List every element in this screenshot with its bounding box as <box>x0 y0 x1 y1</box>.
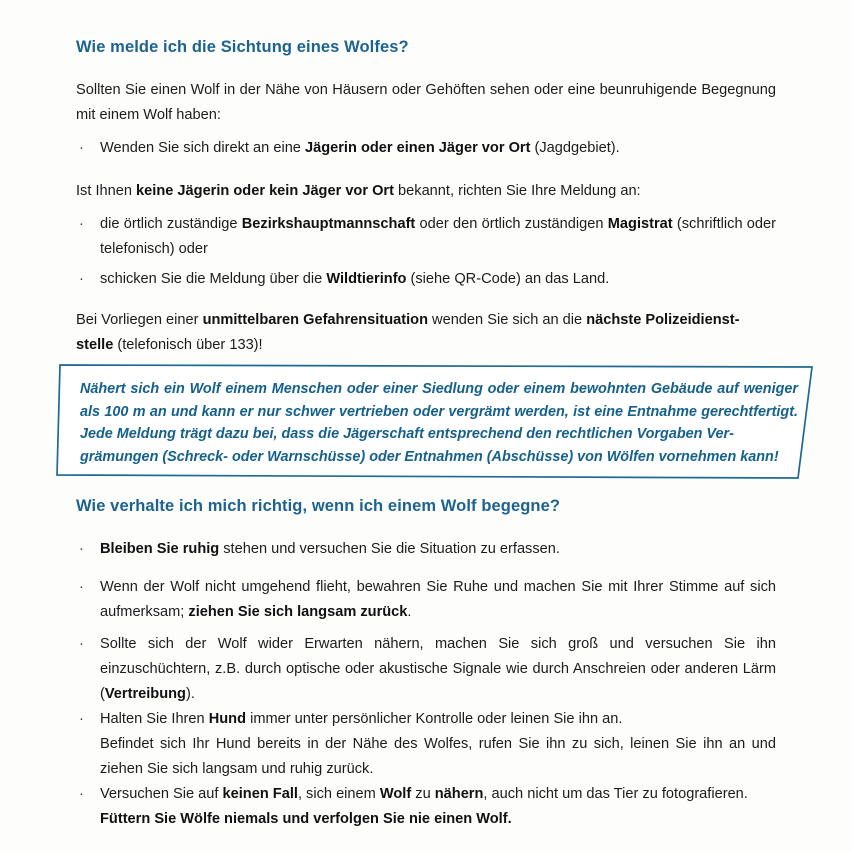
callout-line-2: als 100 m an und kann er nur schwer vertrieben oder vergrämt werden, ist eine Entnahme gerechtfertigt. <box>80 403 798 420</box>
list-item-leash-dog <box>76 707 776 782</box>
s2-bullet-5-bold-4: Füttern Sie Wölfe niemals und verfolgen Sie nie einen Wolf. <box>100 811 512 827</box>
bullet-2-part-1: die örtlich zuständige <box>100 216 242 232</box>
bullet-marker: · <box>79 786 84 802</box>
callout-box-text <box>80 378 798 468</box>
list-item-stay-calm <box>76 537 776 562</box>
callout-line-1: Nähert sich ein Wolf einem Menschen oder einer Siedlung oder einem bewohnten Gebäude auf weniger <box>80 381 798 397</box>
bullet-1-text-part-1: Wenden Sie sich direkt an eine <box>100 140 305 156</box>
section-1-lead-in-paragraph <box>76 179 776 204</box>
bullet-1-text-part-2: (Jagdgebiet). <box>530 140 620 156</box>
bullet-2-part-3: (schriftlich oder telefonisch) oder <box>100 216 777 257</box>
bullet-marker: · <box>79 541 84 557</box>
bullet-3-part-2: (siehe QR-Code) an das Land. <box>406 271 610 287</box>
bullet-marker: · <box>79 140 84 156</box>
callout-line-4: grämungen (Schreck- oder Warnschüsse) oder Entnahmen (Abschüsse) von Wölfen vornehmen kann! <box>80 448 779 465</box>
s2-bullet-4-line-2: Befindet sich Ihr Hund bereits in der Nähe des Wolfes, rufen Sie ihn zu sich, leinen Sie ihn an und ziehen Sie sich langsam und ruhig zurück. <box>100 736 776 777</box>
bullet-marker: · <box>79 216 84 232</box>
s2-bullet-4-bold-1: Hund <box>208 711 247 727</box>
bullet-2-bold-2: Magistrat <box>607 216 673 232</box>
s2-bullet-5-part-1: Versuchen Sie auf <box>100 786 223 802</box>
closing-part-2: wenden Sie sich an die <box>427 312 587 328</box>
closing-bold-3: stelle <box>76 337 114 353</box>
bullet-marker: · <box>79 711 84 727</box>
section-2-heading: Wie verhalte ich mich richtig, wenn ich einem Wolf begegne? <box>76 497 561 515</box>
s2-bullet-5-part-4: , auch nicht um das Tier zu fotografieren. <box>483 786 748 802</box>
s2-bullet-3-part-1: Sollte sich der Wolf wider Erwarten nähern, machen Sie sich groß und versuchen Sie ihn einzuschüchtern, z.B. durch optische oder akustische Signale wie durch Anschreien oder anderen Lärm ( <box>100 636 776 702</box>
list-item-never-approach <box>76 782 776 832</box>
section-1-closing-paragraph <box>76 308 776 358</box>
lead-in-bold-1: keine Jägerin oder kein Jäger vor Ort <box>136 183 394 199</box>
closing-part-1: Bei Vorliegen einer <box>76 312 203 328</box>
s2-bullet-5-part-2: , sich einem <box>297 786 380 802</box>
s2-bullet-1-bold-1: Bleiben Sie ruhig <box>100 541 220 557</box>
s2-bullet-5-bold-1: keinen Fall <box>222 786 298 802</box>
list-item-retreat-slowly <box>76 575 776 625</box>
bullet-2-part-2: oder den örtlich zuständigen <box>415 216 608 232</box>
closing-bold-2: nächste Polizeidienst- <box>586 312 740 328</box>
s2-bullet-3-bold-1: Vertreibung <box>104 686 186 702</box>
closing-part-3: (telefonisch über 133)! <box>113 337 263 353</box>
callout-box <box>52 360 820 482</box>
s2-bullet-5-bold-3: nähern <box>434 786 484 802</box>
bullet-3-bold-1: Wildtierinfo <box>326 271 407 287</box>
list-item-report-wildtierinfo <box>76 267 776 292</box>
s2-bullet-2-part-2: . <box>407 604 412 620</box>
s2-bullet-5-part-3: zu <box>411 786 435 802</box>
s2-bullet-2-part-1: Wenn der Wolf nicht umgehend flieht, bewahren Sie Ruhe und machen Sie mit Ihrer Stimme auf sich aufmerksam; <box>100 579 776 620</box>
bullet-marker: · <box>79 579 84 595</box>
list-item-scare-off <box>76 632 776 707</box>
s2-bullet-3-part-2: ). <box>185 686 195 702</box>
closing-bold-1: unmittelbaren Gefahrensituation <box>202 312 428 328</box>
bullet-marker: · <box>79 636 84 652</box>
list-item-report-hunter <box>76 136 776 161</box>
bullet-1-bold-1: Jägerin oder einen Jäger vor Ort <box>304 140 531 156</box>
lead-in-part-2: bekannt, richten Sie Ihre Meldung an: <box>393 183 641 199</box>
lead-in-part-1: Ist Ihnen <box>76 183 137 199</box>
list-item-report-authority <box>76 212 776 262</box>
section-1-intro-paragraph <box>76 78 776 128</box>
s2-bullet-5-bold-2: Wolf <box>379 786 412 802</box>
s2-bullet-2-bold-1: ziehen Sie sich langsam zurück <box>188 604 408 620</box>
intro-text: Sollten Sie einen Wolf in der Nähe von Häusern oder Gehöften sehen oder eine beunruhigende Begegnung mit einem Wolf haben: <box>76 82 776 123</box>
callout-line-3: Jede Meldung trägt dazu bei, dass die Jägerschaft entsprechend den rechtlichen Vorgaben Ver- <box>80 426 734 442</box>
bullet-3-part-1: schicken Sie die Meldung über die <box>100 271 327 287</box>
bullet-marker: · <box>79 271 84 287</box>
s2-bullet-1-part-1: stehen und versuchen Sie die Situation zu erfassen. <box>219 541 560 557</box>
section-1-heading: Wie melde ich die Sichtung eines Wolfes? <box>76 38 409 56</box>
s2-bullet-4-part-1: Halten Sie Ihren <box>100 711 209 727</box>
s2-bullet-4-part-2: immer unter persönlicher Kontrolle oder leinen Sie ihn an. <box>246 711 623 727</box>
bullet-2-bold-1: Bezirkshauptmannschaft <box>241 216 416 232</box>
